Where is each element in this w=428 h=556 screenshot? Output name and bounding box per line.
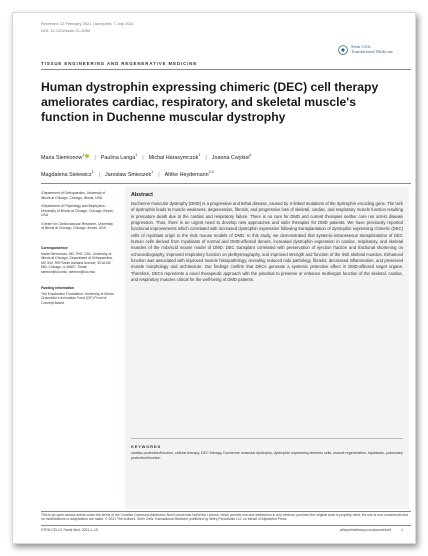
affiliations bbox=[41, 191, 115, 235]
author-name: Magdalena Sielewicz bbox=[41, 171, 92, 178]
author[interactable] bbox=[41, 148, 89, 165]
article-title: Human dystrophin expressing chimeric (DEC) cell therapy ameliorates cardiac, respiratory, and skeletal muscle's function in Duchenne muscular dystrophy bbox=[41, 80, 379, 124]
author-affiliation-marker: 1 bbox=[82, 153, 85, 157]
author-name: Michal Harasymczuk bbox=[148, 154, 199, 161]
correspondence-text: Maria Siemionow, MD, PhD, DSc, University of Illinois at Chicago, Department of Orthopaedics, MC 944, 909 South Ashland Avenue, 301A MC 884, Chicago, IL 60607. Email: siemion@uic.edu, siemion@uic.edu bbox=[41, 251, 113, 274]
journal-logo bbox=[338, 45, 393, 55]
author-separator: | bbox=[205, 154, 207, 161]
author[interactable] bbox=[41, 165, 94, 182]
footer-right bbox=[340, 528, 403, 532]
author-name: Jaroslaw Smieszek bbox=[105, 171, 152, 178]
author-name: Ahlke Heydemann bbox=[164, 171, 209, 178]
article-page bbox=[12, 12, 416, 544]
author-name: Joanna Cwykiel bbox=[211, 154, 250, 161]
article-dates: Received: 12 February 2021 | Accepted: 7 July 2021 bbox=[41, 21, 134, 26]
author-affiliation-marker: 1 bbox=[151, 169, 154, 174]
section-heading: TISSUE ENGINEERING AND REGENERATIVE MEDICINE bbox=[41, 61, 198, 66]
affiliation-item: ¹Department of Orthopaedics, University of Illinois at Chicago, Chicago, Illinois, USA bbox=[41, 191, 106, 200]
author[interactable] bbox=[212, 148, 252, 165]
author-affiliation-marker: 2,3 bbox=[208, 169, 214, 174]
logo-line-1: Stem Cells bbox=[350, 44, 371, 50]
affiliation-item: ²Department of Physiology and Biophysics, University of Illinois at Chicago, Chicago, Illinois, USA bbox=[41, 204, 114, 217]
page-number: 1 bbox=[401, 528, 403, 532]
author[interactable] bbox=[105, 165, 153, 182]
author[interactable] bbox=[101, 148, 137, 165]
author[interactable] bbox=[149, 148, 201, 165]
article-doi[interactable]: DOI: 10.1002/sctm.21-0054 bbox=[41, 28, 91, 33]
author-name: Maria Siemionow bbox=[41, 154, 83, 161]
author-affiliation-marker: 1 bbox=[198, 153, 201, 157]
keywords-divider bbox=[131, 438, 403, 439]
author-separator: | bbox=[142, 154, 144, 161]
abstract-text: Duchenne muscular dystrophy (DMD) is a progressive and lethal disease, caused by X-linked mutations of the dystrophin encoding gene. The lack of dystrophin leads to muscle weakness, degeneration, fibrosis, and progressive loss of skeletal, cardiac, and respiratory muscle function resulting in premature death due to the cardiac and respiratory failure. There is no cure for DMD and current therapies neither cure nor arrest disease progression. Thus, there is an urgent need to develop new approaches and safer therapies for DMD patients. We have previously reported functional improvements which correlated with increased dystrophin expression following transplantation of dystrophin expressing chimeric (DEC) cells of myoblast origin to the mdx mouse models of DMD. In this study, we demonstrated that systemic-intraosseous transplantation of DEC human cells derived from myoblasts of normal and DMD-affected donors, increased dystrophin expression in cardiac, respiratory, and skeletal muscles of the mdx/scid mouse model of DMD. DEC transplant correlated with preservation of ejection fraction and fractional shortening on echocardiography, improved respiratory function on plethysmography, and improved strength and function of the limb skeletal muscles. Enhanced function was associated with improved muscle histopathology, revealing reduced mdx pathology, fibrosis, decreased inflammation, and preserved muscle morphology and architecture. Our findings confirm that DECs generate a systemic protective effect in DMD-affected target organs. Therefore, DECs represents a novel therapeutic approach with the potential to preserve or enhance multiorgan function of the skeletal, cardiac, and respiratory muscles critical for the well-being of DMD patients. bbox=[131, 201, 403, 283]
journal-logo-text bbox=[351, 45, 393, 55]
author-name: Paulina Langa bbox=[100, 154, 136, 161]
orcid-icon[interactable] bbox=[85, 154, 89, 158]
license-notice: This is an open access article under the terms of the Creative Commons Attribution-NonCommercial-NoDerivs License, which permits use and distribution in any medium, provided the original work is properly cited, the use is non-commercial and no modifications or adaptations are made. © 2021 The Authors. Stem Cells Translational Medicine published by Wiley Periodicals LLC on behalf of AlphaMed Press. bbox=[41, 513, 408, 522]
divider bbox=[41, 69, 411, 70]
divider bbox=[41, 525, 411, 526]
author-separator: | bbox=[98, 171, 101, 178]
stem-cells-logo-icon bbox=[338, 45, 348, 55]
keywords-heading: KEYWORDS bbox=[131, 444, 161, 449]
funding bbox=[41, 286, 115, 309]
journal-url[interactable]: wileyonlinelibrary.com/journal/sct3 bbox=[339, 528, 392, 532]
correspondence bbox=[41, 246, 115, 278]
author[interactable] bbox=[165, 165, 214, 182]
divider bbox=[41, 183, 411, 184]
funding-text: The Kosciuszko Foundation; University of Illinois Chancellor's Innovation Fund (CIF) Proof of Concept Award bbox=[41, 291, 114, 305]
author-separator: | bbox=[94, 154, 96, 161]
funding-heading: Funding information bbox=[41, 286, 74, 290]
divider bbox=[41, 511, 411, 512]
author-separator: | bbox=[158, 171, 160, 178]
abstract-heading: Abstract bbox=[131, 192, 153, 198]
author-list bbox=[41, 148, 391, 182]
logo-line-2: Translational Medicine bbox=[350, 49, 393, 54]
affiliation-item: ³Center for Cardiovascular Research, University of Illinois at Chicago, Chicago, Illinois, USA bbox=[41, 221, 113, 230]
author-affiliation-marker: 1 bbox=[135, 153, 138, 157]
journal-citation: STEM CELLS Transl Med. 2021;1–15. bbox=[41, 528, 99, 532]
correspondence-heading: Correspondence bbox=[41, 246, 68, 250]
author-affiliation-marker: 1 bbox=[91, 169, 94, 174]
author-affiliation-marker: 1 bbox=[249, 153, 252, 157]
keywords-text: cardiac protection/function, cellular therapy, DEC therapy, Duchenne muscular dystrophy, dystrophin expressing chimeric cells, muscle regeneration, myoblasts, pulmonary protection/function bbox=[131, 451, 403, 460]
